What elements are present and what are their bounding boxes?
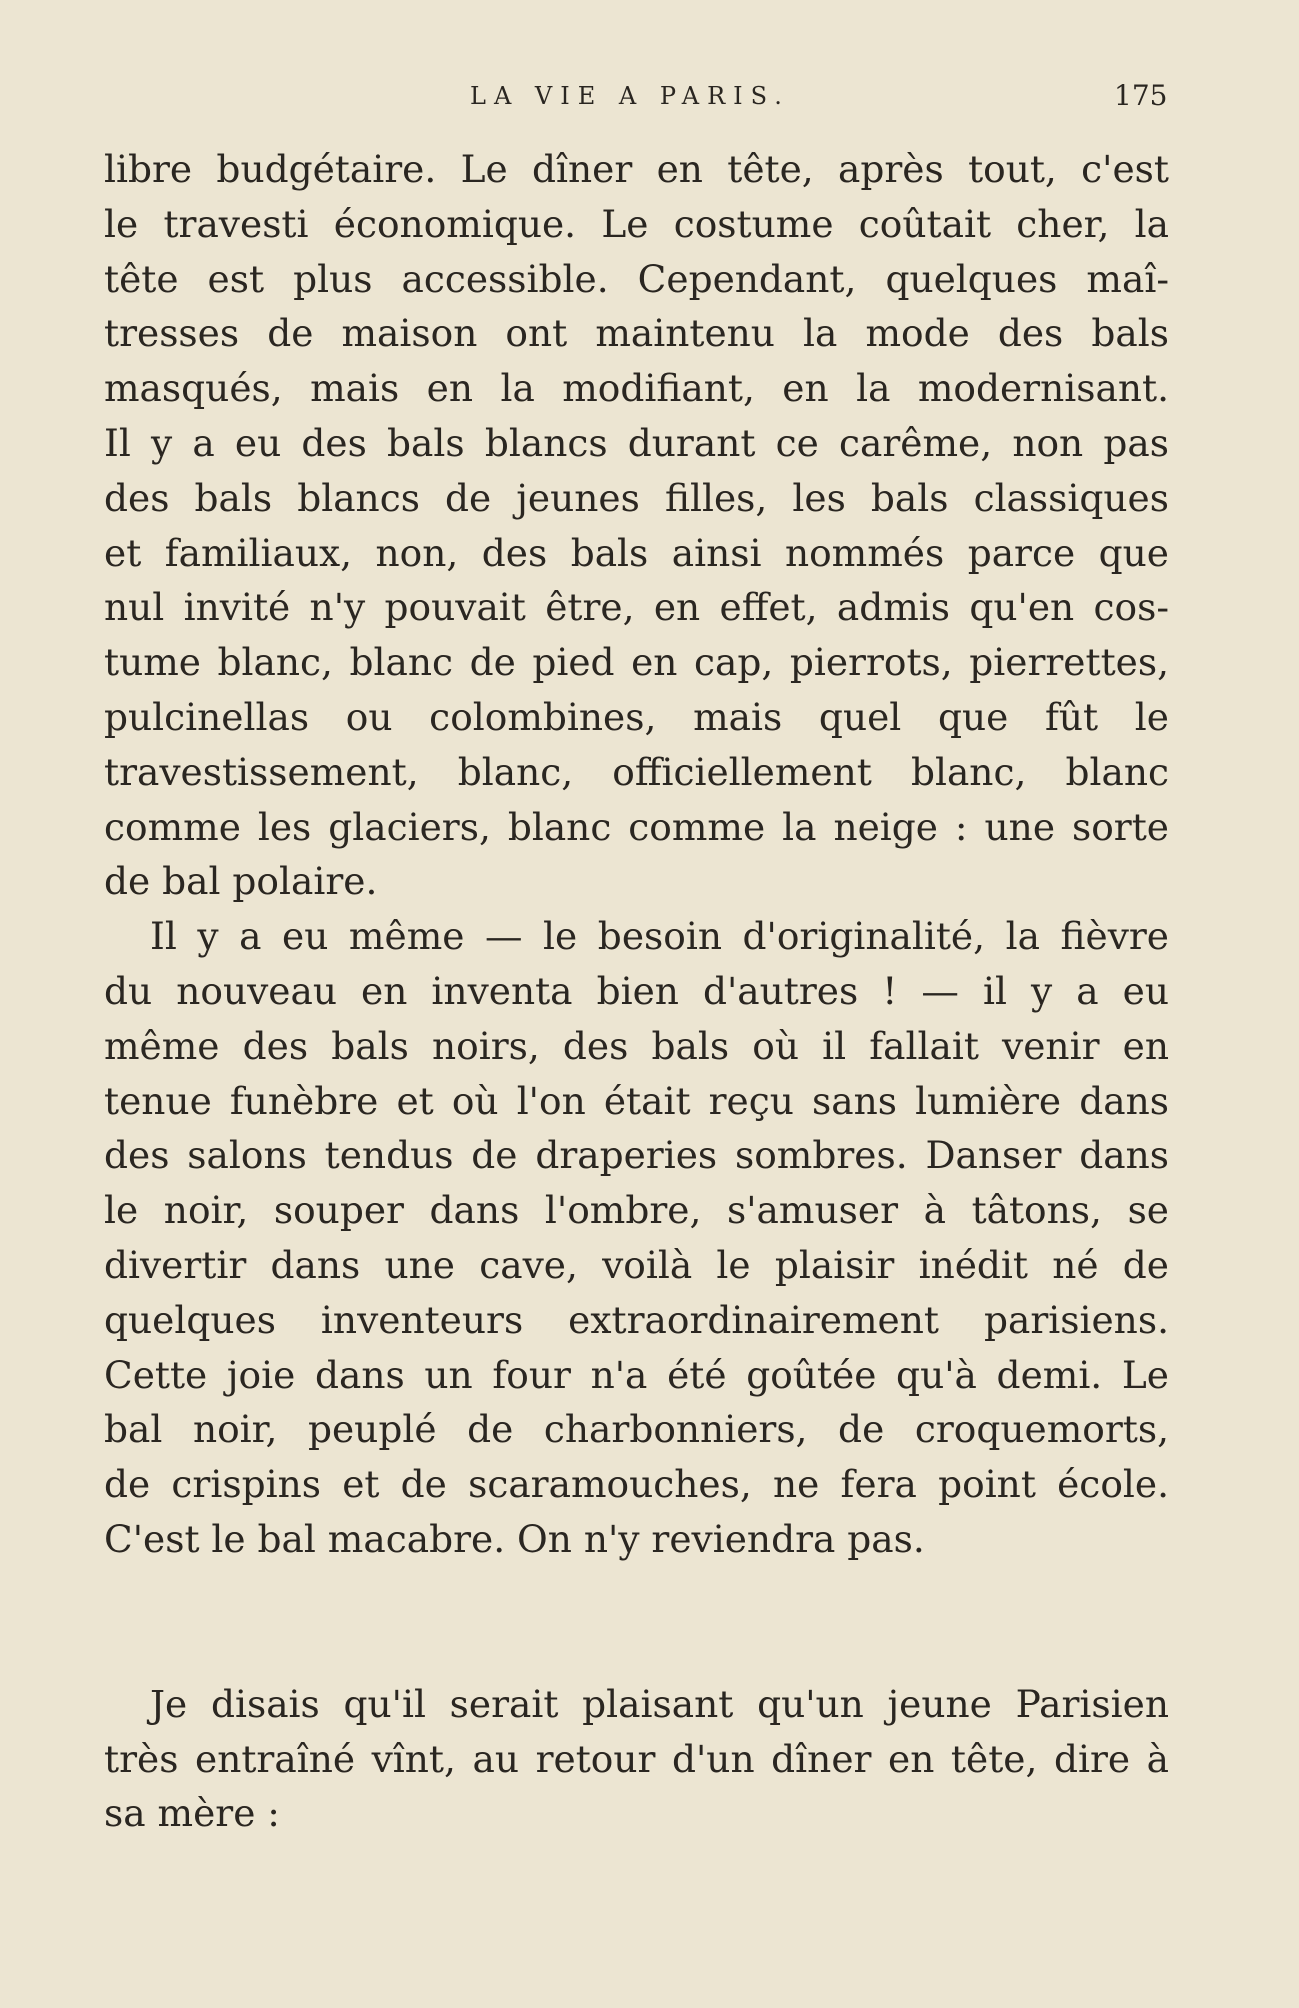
text-line: bal noir, peuplé de charbonniers, de croquemorts,: [104, 1407, 1169, 1452]
text-line: le travesti économique. Le costume coûtait cher, la: [104, 201, 1169, 246]
text-line: et familiaux, non, des bals ainsi nommés parce que: [104, 530, 1169, 575]
text-line: de bal polaire.: [104, 859, 378, 904]
text-line: masqués, mais en la modifiant, en la modernisant.: [104, 366, 1169, 411]
page-number: 175: [1114, 79, 1168, 112]
text-line: divertir dans une cave, voilà le plaisir inédit né de: [104, 1242, 1169, 1287]
text-line: C'est le bal macabre. On n'y reviendra pas.: [104, 1516, 925, 1561]
text-line: travestissement, blanc, officiellement blanc, blanc: [104, 749, 1169, 794]
text-line: tresses de maison ont maintenu la mode des bals: [104, 311, 1169, 356]
text-line: quelques inventeurs extraordinairement parisiens.: [104, 1297, 1169, 1342]
text-line: du nouveau en inventa bien d'autres ! — il y a eu: [104, 968, 1169, 1013]
text-line: Il y a eu même — le besoin d'originalité, la fièvre: [150, 914, 1169, 959]
text-line: de crispins et de scaramouches, ne fera point école.: [104, 1462, 1169, 1507]
text-line: tenue funèbre et où l'on était reçu sans lumière dans: [104, 1078, 1169, 1123]
text-line: tume blanc, blanc de pied en cap, pierrots, pierrettes,: [104, 640, 1169, 685]
text-line: pulcinellas ou colombines, mais quel que fût le: [104, 694, 1169, 739]
paragraph-3: [104, 1677, 1169, 1841]
text-line: même des bals noirs, des bals où il fallait venir en: [104, 1023, 1169, 1068]
text-line: Cette joie dans un four n'a été goûtée qu'à demi. Le: [104, 1352, 1169, 1397]
text-line: des salons tendus de draperies sombres. Danser dans: [104, 1133, 1169, 1178]
text-line: sa mère :: [104, 1791, 280, 1836]
paragraph-1: [104, 142, 1169, 909]
page-header: [0, 76, 1299, 116]
text-line: libre budgétaire. Le dîner en tête, après tout, c'est: [104, 147, 1169, 191]
text-line: tête est plus accessible. Cependant, quelques maî-: [104, 256, 1169, 301]
text-line: Il y a eu des bals blancs durant ce carême, non pas: [104, 420, 1169, 465]
section-break: [104, 1567, 1169, 1677]
running-head: LA VIE A PARIS.: [470, 82, 790, 110]
text-line: des bals blancs de jeunes filles, les bals classiques: [104, 475, 1169, 520]
text-line: Je disais qu'il serait plaisant qu'un jeune Parisien: [150, 1681, 1169, 1726]
body-text: [104, 142, 1169, 1841]
text-line: très entraîné vînt, au retour d'un dîner en tête, dire à: [104, 1736, 1169, 1781]
text-line: comme les glaciers, blanc comme la neige : une sorte: [104, 804, 1169, 849]
text-line: nul invité n'y pouvait être, en effet, admis qu'en cos-: [104, 585, 1169, 630]
paragraph-2: [104, 909, 1169, 1567]
text-line: le noir, souper dans l'ombre, s'amuser à tâtons, se: [104, 1188, 1169, 1233]
